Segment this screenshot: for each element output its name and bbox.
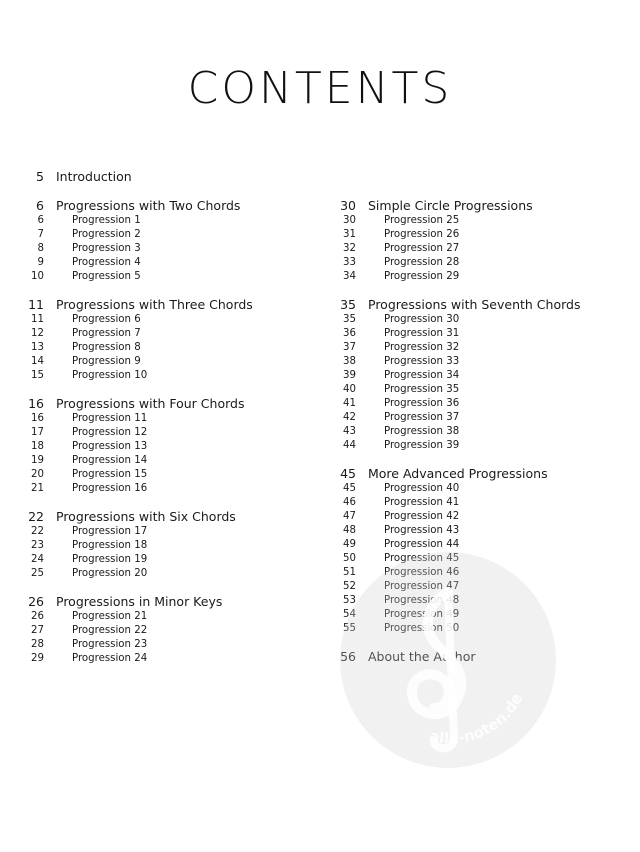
entry-label: Progression 39	[384, 440, 460, 451]
section-title: More Advanced Progressions	[368, 466, 548, 481]
toc-section	[18, 169, 308, 185]
entry-page-number: 20	[31, 469, 44, 480]
entry-page-number: 34	[343, 271, 356, 282]
entry-page-number: 47	[343, 511, 356, 522]
entry-label: Progression 44	[384, 539, 460, 550]
toc-entry	[330, 580, 620, 594]
toc-entry	[18, 539, 308, 553]
entry-label: Progression 31	[384, 328, 460, 339]
entry-page-number: 49	[343, 539, 356, 550]
entry-label: Progression 26	[384, 229, 460, 240]
toc-section-heading	[330, 466, 620, 482]
toc-entry	[18, 426, 308, 440]
entry-label: Progression 36	[384, 398, 460, 409]
entry-label: Progression 37	[384, 412, 460, 423]
toc-entry	[18, 624, 308, 638]
entry-label: Progression 19	[72, 554, 148, 565]
entry-label: Progression 38	[384, 426, 460, 437]
toc-entry	[18, 341, 308, 355]
entry-label: Progression 49	[384, 609, 460, 620]
entry-page-number: 22	[31, 526, 44, 537]
toc-entry	[330, 214, 620, 228]
entry-label: Progression 4	[72, 257, 141, 268]
toc-entry	[330, 355, 620, 369]
toc-entry	[330, 256, 620, 270]
toc-left-column	[18, 169, 308, 666]
entry-page-number: 25	[31, 568, 44, 579]
toc-entry	[330, 538, 620, 552]
toc-entry	[330, 228, 620, 242]
toc-entry	[330, 439, 620, 453]
entry-label: Progression 46	[384, 567, 460, 578]
section-title: Progressions with Six Chords	[56, 509, 236, 524]
entry-label: Progression 16	[72, 483, 148, 494]
section-page-number: 26	[28, 594, 44, 609]
entry-page-number: 33	[343, 257, 356, 268]
toc-entry	[18, 270, 308, 284]
section-title: Progressions with Three Chords	[56, 297, 253, 312]
toc-right-column	[330, 198, 620, 665]
entry-label: Progression 25	[384, 215, 460, 226]
entry-page-number: 30	[343, 215, 356, 226]
toc-section-heading	[330, 198, 620, 214]
entry-label: Progression 10	[72, 370, 148, 381]
toc-entry	[330, 496, 620, 510]
toc-entry	[18, 313, 308, 327]
entry-page-number: 29	[31, 653, 44, 664]
toc-entry	[330, 327, 620, 341]
entry-label: Progression 8	[72, 342, 141, 353]
section-page-number: 30	[340, 198, 356, 213]
toc-entry	[18, 440, 308, 454]
section-page-number: 22	[28, 509, 44, 524]
entry-page-number: 37	[343, 342, 356, 353]
entry-page-number: 12	[31, 328, 44, 339]
section-title: Progressions with Seventh Chords	[368, 297, 581, 312]
entry-label: Progression 30	[384, 314, 460, 325]
toc-entry	[18, 468, 308, 482]
toc-entry	[330, 608, 620, 622]
toc-entry	[330, 510, 620, 524]
entry-page-number: 6	[37, 215, 44, 226]
toc-entry	[18, 567, 308, 581]
watermark-text	[428, 690, 526, 747]
section-page-number: 35	[340, 297, 356, 312]
toc-entry	[330, 524, 620, 538]
toc-entry	[330, 552, 620, 566]
entry-label: Progression 45	[384, 553, 460, 564]
entry-page-number: 40	[343, 384, 356, 395]
entry-page-number: 23	[31, 540, 44, 551]
entry-label: Progression 28	[384, 257, 460, 268]
entry-page-number: 35	[343, 314, 356, 325]
entry-page-number: 18	[31, 441, 44, 452]
toc-entry	[330, 622, 620, 636]
entry-page-number: 26	[31, 611, 44, 622]
toc-entry	[18, 454, 308, 468]
section-page-number: 6	[36, 198, 44, 213]
entry-label: Progression 6	[72, 314, 141, 325]
entry-page-number: 24	[31, 554, 44, 565]
entry-label: Progression 1	[72, 215, 141, 226]
entry-page-number: 41	[343, 398, 356, 409]
toc-entry	[330, 397, 620, 411]
page-title: CONTENTS	[187, 63, 453, 114]
entry-page-number: 10	[31, 271, 44, 282]
toc-section-heading	[330, 649, 620, 665]
toc-section	[18, 198, 308, 284]
toc-entry	[330, 425, 620, 439]
entry-page-number: 9	[37, 257, 44, 268]
entry-label: Progression 18	[72, 540, 148, 551]
entry-page-number: 44	[343, 440, 356, 451]
entry-label: Progression 24	[72, 653, 148, 664]
entry-label: Progression 41	[384, 497, 460, 508]
entry-label: Progression 9	[72, 356, 141, 367]
section-page-number: 56	[340, 649, 356, 664]
entry-page-number: 53	[343, 595, 356, 606]
entry-label: Progression 43	[384, 525, 460, 536]
toc-section-heading	[18, 396, 308, 412]
entry-page-number: 13	[31, 342, 44, 353]
entry-page-number: 14	[31, 356, 44, 367]
toc-entry	[330, 482, 620, 496]
entry-page-number: 32	[343, 243, 356, 254]
entry-page-number: 27	[31, 625, 44, 636]
entry-label: Progression 21	[72, 611, 148, 622]
toc-entry	[330, 594, 620, 608]
entry-page-number: 39	[343, 370, 356, 381]
entry-page-number: 52	[343, 581, 356, 592]
entry-page-number: 46	[343, 497, 356, 508]
entry-label: Progression 23	[72, 639, 148, 650]
entry-page-number: 31	[343, 229, 356, 240]
entry-label: Progression 29	[384, 271, 460, 282]
entry-label: Progression 2	[72, 229, 141, 240]
entry-label: Progression 22	[72, 625, 148, 636]
entry-label: Progression 20	[72, 568, 148, 579]
entry-page-number: 21	[31, 483, 44, 494]
entry-page-number: 11	[31, 314, 44, 325]
entry-label: Progression 15	[72, 469, 148, 480]
toc-section	[330, 649, 620, 665]
entry-label: Progression 47	[384, 581, 460, 592]
toc-section-heading	[18, 509, 308, 525]
toc-entry	[330, 411, 620, 425]
toc-entry	[330, 566, 620, 580]
entry-label: Progression 34	[384, 370, 460, 381]
toc-section	[18, 594, 308, 666]
entry-label: Progression 7	[72, 328, 141, 339]
entry-label: Progression 48	[384, 595, 460, 606]
entry-label: Progression 14	[72, 455, 148, 466]
entry-page-number: 36	[343, 328, 356, 339]
toc-section-heading	[330, 297, 620, 313]
toc-section	[330, 466, 620, 636]
toc-entry	[18, 242, 308, 256]
toc-entry	[18, 638, 308, 652]
entry-page-number: 28	[31, 639, 44, 650]
section-page-number: 45	[340, 466, 356, 481]
toc-entry	[18, 482, 308, 496]
toc-entry	[330, 242, 620, 256]
entry-label: Progression 33	[384, 356, 460, 367]
toc-entry	[18, 256, 308, 270]
toc-entry	[18, 327, 308, 341]
entry-label: Progression 40	[384, 483, 460, 494]
entry-page-number: 48	[343, 525, 356, 536]
section-title: Progressions in Minor Keys	[56, 594, 223, 609]
toc-section	[18, 396, 308, 496]
toc-entry	[18, 355, 308, 369]
toc-section	[330, 198, 620, 284]
entry-page-number: 55	[343, 623, 356, 634]
toc-entry	[330, 270, 620, 284]
entry-label: Progression 11	[72, 413, 148, 424]
entry-label: Progression 50	[384, 623, 460, 634]
entry-page-number: 15	[31, 370, 44, 381]
entry-page-number: 8	[37, 243, 44, 254]
entry-page-number: 45	[343, 483, 356, 494]
toc-entry	[18, 553, 308, 567]
entry-label: Progression 13	[72, 441, 148, 452]
entry-label: Progression 27	[384, 243, 460, 254]
section-page-number: 5	[36, 169, 44, 184]
toc-entry	[18, 610, 308, 624]
toc-entry	[330, 341, 620, 355]
entry-page-number: 54	[343, 609, 356, 620]
section-page-number: 16	[28, 396, 44, 411]
toc-entry	[18, 652, 308, 666]
entry-label: Progression 17	[72, 526, 148, 537]
toc-entry	[330, 369, 620, 383]
toc-entry	[18, 214, 308, 228]
section-title: Simple Circle Progressions	[368, 198, 533, 213]
entry-label: Progression 42	[384, 511, 460, 522]
section-page-number: 11	[28, 297, 44, 312]
entry-page-number: 17	[31, 427, 44, 438]
toc-section-heading	[18, 198, 308, 214]
entry-label: Progression 32	[384, 342, 460, 353]
entry-page-number: 16	[31, 413, 44, 424]
toc-entry	[18, 525, 308, 539]
section-title: Progressions with Four Chords	[56, 396, 245, 411]
section-title: Introduction	[56, 169, 132, 184]
entry-page-number: 43	[343, 426, 356, 437]
entry-page-number: 42	[343, 412, 356, 423]
toc-entry	[18, 412, 308, 426]
toc-entry	[330, 383, 620, 397]
toc-entry	[330, 313, 620, 327]
toc-entry	[18, 369, 308, 383]
entry-label: Progression 3	[72, 243, 141, 254]
toc-section	[330, 297, 620, 453]
entry-page-number: 7	[37, 229, 44, 240]
entry-page-number: 50	[343, 553, 356, 564]
toc-section-heading	[18, 594, 308, 610]
entry-page-number: 19	[31, 455, 44, 466]
watermark-text-path: alle-noten.de	[427, 690, 527, 748]
entry-page-number: 38	[343, 356, 356, 367]
section-title: About the Author	[368, 649, 476, 664]
toc-entry	[18, 228, 308, 242]
toc-section-heading	[18, 169, 308, 185]
entry-label: Progression 12	[72, 427, 148, 438]
toc-section-heading	[18, 297, 308, 313]
entry-page-number: 51	[343, 567, 356, 578]
toc-section	[18, 509, 308, 581]
section-title: Progressions with Two Chords	[56, 198, 241, 213]
entry-label: Progression 5	[72, 271, 141, 282]
toc-section	[18, 297, 308, 383]
entry-label: Progression 35	[384, 384, 460, 395]
